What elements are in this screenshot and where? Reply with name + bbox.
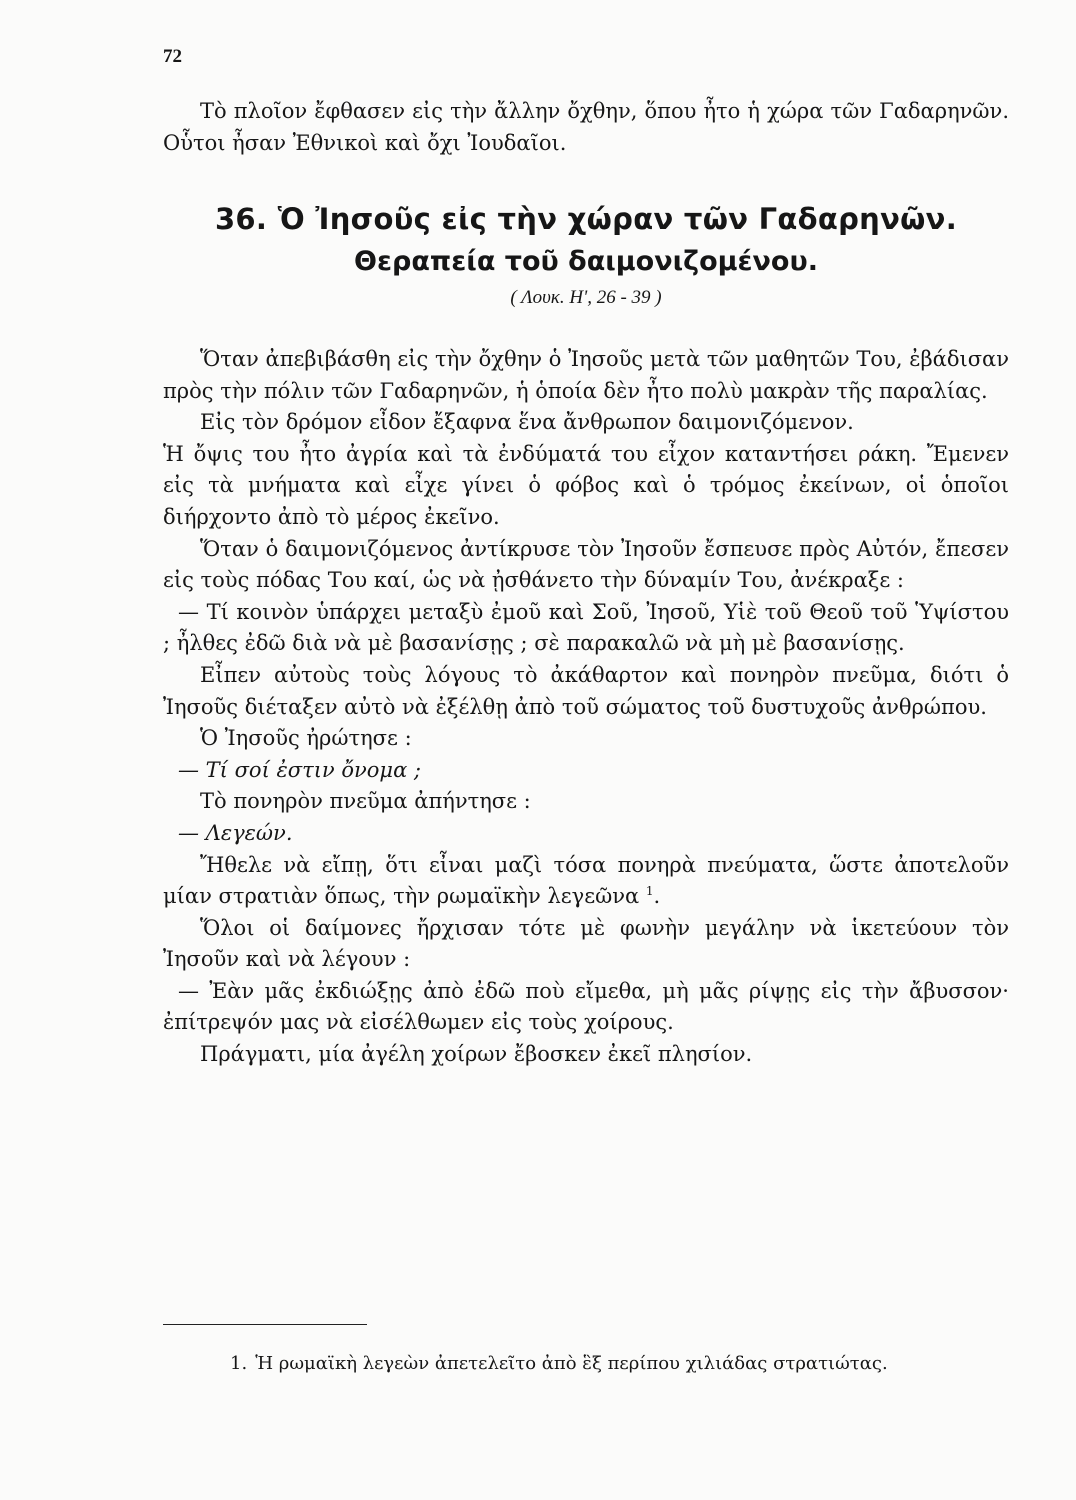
footnote-divider — [163, 1324, 367, 1325]
paragraph-4: Ὅταν ὁ δαιμονιζόμενος ἀντίκρυσε τὸν Ἰησοῦν ἔσπευσε πρὸς Αὐτόν, ἔπεσεν εἰς τοὺς πόδας Του καί, ὡς νὰ ᾐσθάνετο τὴν δύναμίν Του, ἀνέκραξε : — [163, 536, 1009, 593]
paragraph-3: Ἡ ὄψις του ἦτο ἀγρία καὶ τὰ ἐνδύματά του εἶχον καταντήσει ράκη. Ἔμενεν εἰς τὰ μνήματα καὶ εἶχε γίνει ὁ φόβος καὶ ὁ τρόμος ἐκείνων, οἱ ὁποῖοι διήρχοντο ἀπὸ τὸ μέρος ἐκεῖνο. — [163, 441, 1009, 529]
scripture-reference: ( Λουκ. Η', 26 - 39 ) — [510, 287, 662, 308]
intro-paragraph: Τὸ πλοῖον ἔφθασεν εἰς τὴν ἄλλην ὄχθην, ὅπου ἦτο ἡ χώρα τῶν Γαδαρηνῶν. Οὗτοι ἦσαν Ἐθνικοὶ καὶ ὄχι Ἰουδαῖοι. — [163, 99, 1009, 155]
paragraph-9: Τὸ πονηρὸν πνεῦμα ἀπήντησε : — [200, 789, 531, 814]
footnote-text: Ἡ ρωμαϊκὴ λεγεὼν ἀπετελεῖτο ἀπὸ ἓξ περίπου χιλιάδας στρατιώτας. — [255, 1353, 888, 1374]
paragraph-5: — Τί κοινὸν ὑπάρχει μεταξὺ ἐμοῦ καὶ Σοῦ, Ἰησοῦ, Υἱὲ τοῦ Θεοῦ τοῦ Ὑψίστου ; ἦλθες ἐδῶ διὰ νὰ μὲ βασανίσῃς ; σὲ παρακαλῶ νὰ μὴ μὲ βασανίσῃς. — [163, 599, 1009, 656]
paragraph-1: Ὅταν ἀπεβιβάσθη εἰς τὴν ὄχθην ὁ Ἰησοῦς μετὰ τῶν μαθητῶν Του, ἐβάδισαν πρὸς τὴν πόλιν τῶν Γαδαρηνῶν, ἡ ὁποία δὲν ἦτο πολὺ μακρὰν τῆς παραλίας. — [163, 347, 1009, 403]
paragraph-11 — [163, 850, 1009, 913]
paragraph-10: — Λεγεών. — [178, 820, 293, 845]
paragraph-13: — Ἐὰν μᾶς ἐκδιώξῃς ἀπὸ ἐδῶ ποὺ εἴμεθα, μὴ μᾶς ρίψῃς εἰς τὴν ἄβυσσον· ἐπίτρεψόν μας νὰ εἰσέλθωμεν εἰς τοὺς χοίρους. — [163, 978, 1009, 1035]
paragraph-2: Εἰς τὸν δρόμον εἶδον ἔξαφνα ἕνα ἄνθρωπον δαιμονιζόμενον. — [200, 410, 854, 435]
paragraph-8: — Τί σοί ἐστιν ὄνομα ; — [178, 757, 422, 782]
footnote-marker: 1 — [645, 884, 654, 899]
paragraph-11-text: Ἤθελε νὰ εἴπῃ, ὅτι εἶναι μαζὶ τόσα πονηρὰ πνεύματα, ὥστε ἀποτελοῦν μίαν στρατιὰν ὅπως, τὴν ρωμαϊκὴν λεγεῶνα — [163, 852, 1009, 909]
intro-block — [163, 96, 1009, 159]
footnote — [230, 1353, 888, 1374]
paragraph-14: Πράγματι, μία ἀγέλη χοίρων ἔβοσκεν ἐκεῖ πλησίον. — [200, 1042, 753, 1067]
paragraph-6: Εἶπεν αὐτοὺς τοὺς λόγους τὸ ἀκάθαρτον καὶ πονηρὸν πνεῦμα, διότι ὁ Ἰησοῦς διέταξεν αὐτὸ νὰ ἐξέλθῃ ἀπὸ τοῦ σώματος τοῦ δυστυχοῦς ἀνθρώπου. — [163, 662, 1009, 719]
chapter-subtitle: Θεραπεία τοῦ δαιμονιζομένου. — [354, 246, 818, 277]
footnote-number: 1. — [230, 1353, 248, 1374]
page-number: 72 — [163, 46, 182, 67]
paragraph-7: Ὁ Ἰησοῦς ἠρώτησε : — [200, 726, 412, 751]
paragraph-12: Ὅλοι οἱ δαίμονες ἤρχισαν τότε μὲ φωνὴν μεγάλην νὰ ἱκετεύουν τὸν Ἰησοῦν καὶ νὰ λέγουν : — [163, 915, 1009, 972]
paragraph-11-end: . — [653, 884, 661, 909]
chapter-title: 36. Ὁ Ἰησοῦς εἰς τὴν χώραν τῶν Γαδαρηνῶν. — [214, 202, 958, 236]
main-text — [163, 344, 1009, 1071]
